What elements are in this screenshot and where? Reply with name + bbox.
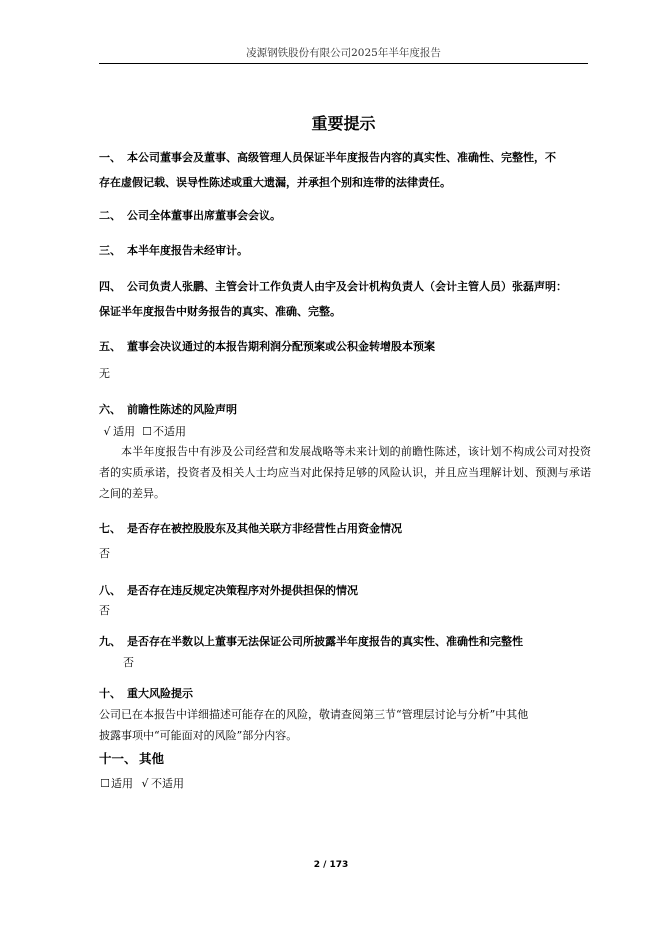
section-4-number: 四、 <box>99 280 121 293</box>
section-9 <box>99 629 591 654</box>
section-9-number: 九、 <box>99 635 121 648</box>
section-9-heading: 是否存在半数以上董事无法保证公司所披露半年度报告的真实性、准确性和完整性 <box>127 635 523 648</box>
option-applicable-label: 适用 <box>113 425 135 438</box>
section-10-body-line-1: 公司已在本报告中详细描述可能存在的风险，敬请查阅第三节“管理层讨论与分析”中其他 <box>99 708 529 721</box>
section-8-number: 八、 <box>99 584 121 597</box>
section-2-number: 二、 <box>99 209 121 222</box>
check-mark-icon: √ <box>103 425 111 438</box>
option-not-applicable-label: 不适用 <box>153 425 186 438</box>
section-3 <box>99 238 591 263</box>
page-header: 凌源钢铁股份有限公司2025年半年度报告 <box>99 46 588 64</box>
section-5-body: 无 <box>99 367 110 380</box>
section-1-line-2: 存在虚假记载、误导性陈述或重大遗漏，并承担个别和连带的法律责任。 <box>99 176 451 189</box>
section-6-body <box>99 441 591 504</box>
section-11-heading: 其他 <box>139 751 165 766</box>
section-10 <box>99 681 591 706</box>
section-8-body: 否 <box>99 604 110 617</box>
section-6-heading: 前瞻性陈述的风险声明 <box>127 403 237 416</box>
page-number: 2 / 173 <box>313 860 349 870</box>
section-3-heading: 本半年度报告未经审计。 <box>127 244 248 257</box>
section-1 <box>99 145 591 195</box>
section-5-number: 五、 <box>99 340 121 353</box>
section-6-body-line-1: 本半年度报告中有涉及公司经营和发展战略等未来计划的前瞻性陈述，该计划不构成公司对 <box>121 445 569 458</box>
page-title: 重要提示 <box>311 114 376 133</box>
empty-checkbox-icon: ☐ <box>100 777 110 790</box>
section-7 <box>99 516 591 541</box>
section-6-number: 六、 <box>99 403 121 416</box>
section-2-heading: 公司全体董事出席董事会会议。 <box>127 209 281 222</box>
section-7-body: 否 <box>99 547 110 560</box>
section-8-heading: 是否存在违反规定决策程序对外提供担保的情况 <box>127 584 358 597</box>
section-10-number: 十、 <box>99 687 121 700</box>
section-5 <box>99 334 591 359</box>
section-1-number: 一、 <box>99 151 121 164</box>
section-9-body: 否 <box>123 656 134 669</box>
section-2 <box>99 203 591 228</box>
section-11-options <box>99 773 591 794</box>
section-11 <box>99 746 591 771</box>
section-4 <box>99 274 591 324</box>
section-6-body-line-3: 测与承诺之间的差异。 <box>99 466 592 500</box>
section-10-heading: 重大风险提示 <box>127 687 193 700</box>
option-applicable-label: 适用 <box>111 777 133 790</box>
section-3-number: 三、 <box>99 244 121 257</box>
option-not-applicable-label: 不适用 <box>151 777 184 790</box>
section-6-options <box>101 421 593 442</box>
section-1-line-1: 本公司董事会及董事、高级管理人员保证半年度报告内容的真实性、准确性、完整性，不 <box>127 151 556 164</box>
section-10-body-line-2: 披露事项中“可能面对的风险”部分内容。 <box>99 729 298 742</box>
check-mark-icon: √ <box>141 777 149 790</box>
section-6 <box>99 397 591 422</box>
section-6-body-line-2: 投资者的实质承诺，投资者及相关人士均应当对此保持足够的风险认识，并且应当理解计划、预 <box>99 445 592 479</box>
empty-checkbox-icon: ☐ <box>142 425 152 438</box>
section-4-line-2: 保证半年度报告中财务报告的真实、准确、完整。 <box>99 305 341 318</box>
section-4-line-1: 公司负责人张鹏、主管会计工作负责人由宇及会计机构负责人（会计主管人员）张磊声明： <box>127 280 567 293</box>
section-10-body <box>99 704 591 746</box>
section-5-heading: 董事会决议通过的本报告期利润分配预案或公积金转增股本预案 <box>127 340 435 353</box>
section-7-heading: 是否存在被控股股东及其他关联方非经营性占用资金情况 <box>127 522 402 535</box>
section-7-number: 七、 <box>99 522 121 535</box>
section-11-number: 十一、 <box>99 751 137 766</box>
